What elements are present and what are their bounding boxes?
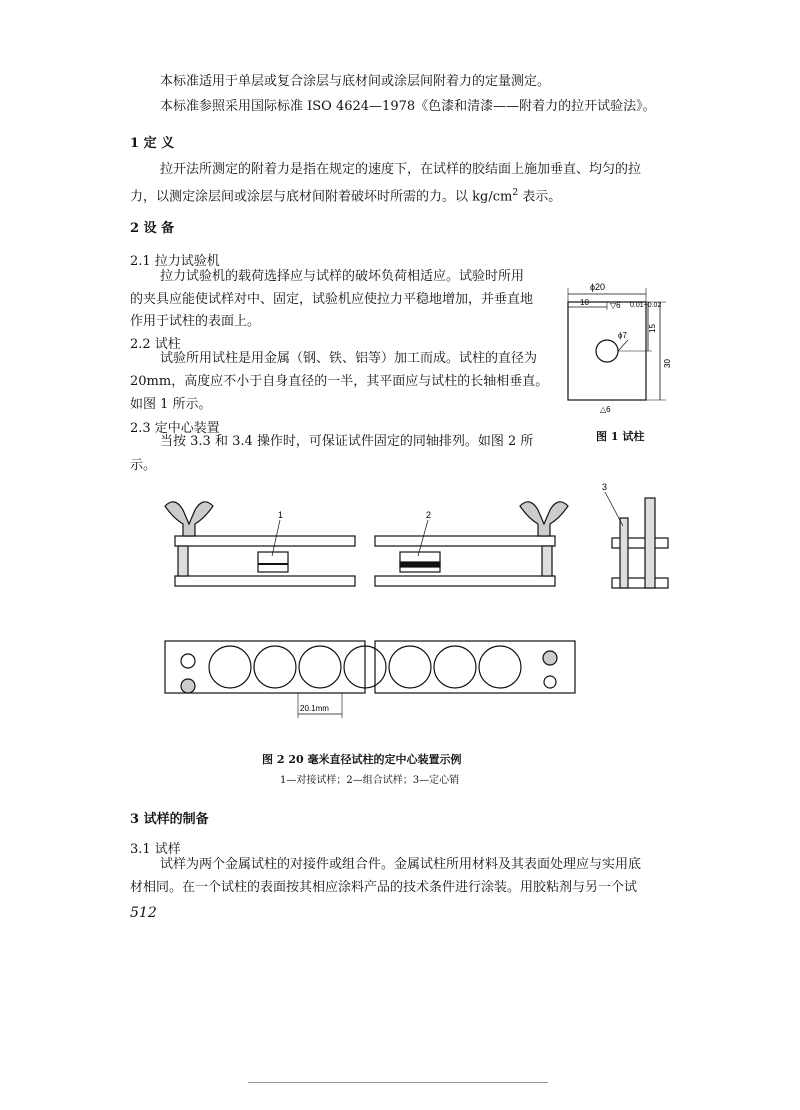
dim-hole-label: ϕ7 — [618, 331, 627, 340]
section-2-1-line-1: 拉力试验机的载荷选择应与试样的破坏负荷相适应。试验时所用 — [160, 269, 525, 284]
page-number: 512 — [130, 905, 157, 921]
fig2-label-1: 1 — [278, 510, 284, 520]
section-2-2-heading: 2.2 试柱 — [130, 337, 181, 352]
plan-view — [165, 641, 575, 718]
dim-30-label: 30 — [663, 359, 672, 368]
dim-15-label: 15 — [648, 324, 657, 333]
figure-2-drawing — [150, 478, 690, 738]
fig2-label-3: 3 — [602, 482, 608, 492]
tolerance-label: 0.01~0.02 — [630, 302, 662, 309]
section-3-1-line-1: 试样为两个金属试柱的对接件或组合件。金属试柱所用材料及其表面处理应与实用底 — [160, 857, 642, 872]
figure-2-caption: 图 2 20 毫米直径试柱的定中心装置示例 — [262, 753, 462, 766]
section-2-2-line-1: 试验所用试柱是用金属（钢、铁、铝等）加工而成。试柱的直径为 — [160, 351, 538, 366]
end-view — [612, 498, 668, 588]
section-3-1-line-2: 材相同。在一个试柱的表面按其相应涂料产品的技术条件进行涂装。用胶粘剂与另一个试 — [130, 880, 638, 895]
section-1-para-line-2 — [130, 183, 561, 207]
footer-rule — [248, 1082, 548, 1083]
section-3-1-heading: 3.1 试样 — [130, 842, 181, 857]
section-2-3-line-1: 当按 3.3 和 3.4 操作时，可保证试件固定的同轴排列。如图 2 所 — [160, 434, 534, 449]
dim-10-label: 10 — [580, 298, 589, 307]
side-view-right — [375, 502, 568, 586]
figure-1-caption: 图 1 试柱 — [596, 430, 645, 443]
section-2-2-line-2: 20mm，高度应不小于自身直径的一半，其平面应与试柱的长轴相垂直。 — [130, 374, 549, 389]
fig2-label-2: 2 — [426, 510, 432, 520]
section-1-heading: 1 定 义 — [130, 136, 175, 151]
center-hole — [596, 340, 618, 362]
figure-2-legend: 1—对接试样；2—组合试样；3—定心销 — [280, 775, 460, 786]
intro-line-1: 本标准适用于单层或复合涂层与底材间或涂层间附着力的定量测定。 — [160, 74, 551, 89]
dim-diameter-label: ϕ20 — [590, 282, 606, 292]
rough-bottom-label: △6 — [600, 405, 611, 414]
rough-top-label: ▽6 — [610, 301, 621, 310]
unit-superscript: 2 — [512, 188, 519, 198]
section-1-para-line-1: 拉开法所测定的附着力是指在规定的速度下，在试样的胶结面上施加垂直、均匀的拉 — [160, 162, 642, 177]
figure-1-drawing — [560, 278, 700, 418]
section-2-3-heading: 2.3 定中心装置 — [130, 421, 220, 436]
section-2-1-heading: 2.1 拉力试验机 — [130, 254, 220, 269]
section-2-heading: 2 设 备 — [130, 221, 175, 236]
section-1-para-line-2-text: 力，以测定涂层间或涂层与底材间附着破坏时所需的力。以 kg/cm — [130, 189, 513, 205]
intro-line-2: 本标准参照采用国际标准 ISO 4624—1978《色漆和清漆——附着力的拉开试验法》。 — [160, 99, 656, 114]
section-2-1-line-2: 的夹具应能使试样对中、固定，试验机应使拉力平稳地增加，并垂直地 — [130, 292, 534, 307]
section-2-2-line-3: 如图 1 所示。 — [130, 397, 212, 412]
section-1-para-line-2-end: 表示。 — [518, 189, 562, 205]
fig2-dimension-label: 20.1mm — [300, 704, 329, 713]
side-view-left — [165, 502, 355, 586]
section-2-1-line-3: 作用于试柱的表面上。 — [130, 314, 261, 329]
section-2-3-line-2: 示。 — [130, 458, 157, 473]
section-3-heading: 3 试样的制备 — [130, 812, 209, 827]
